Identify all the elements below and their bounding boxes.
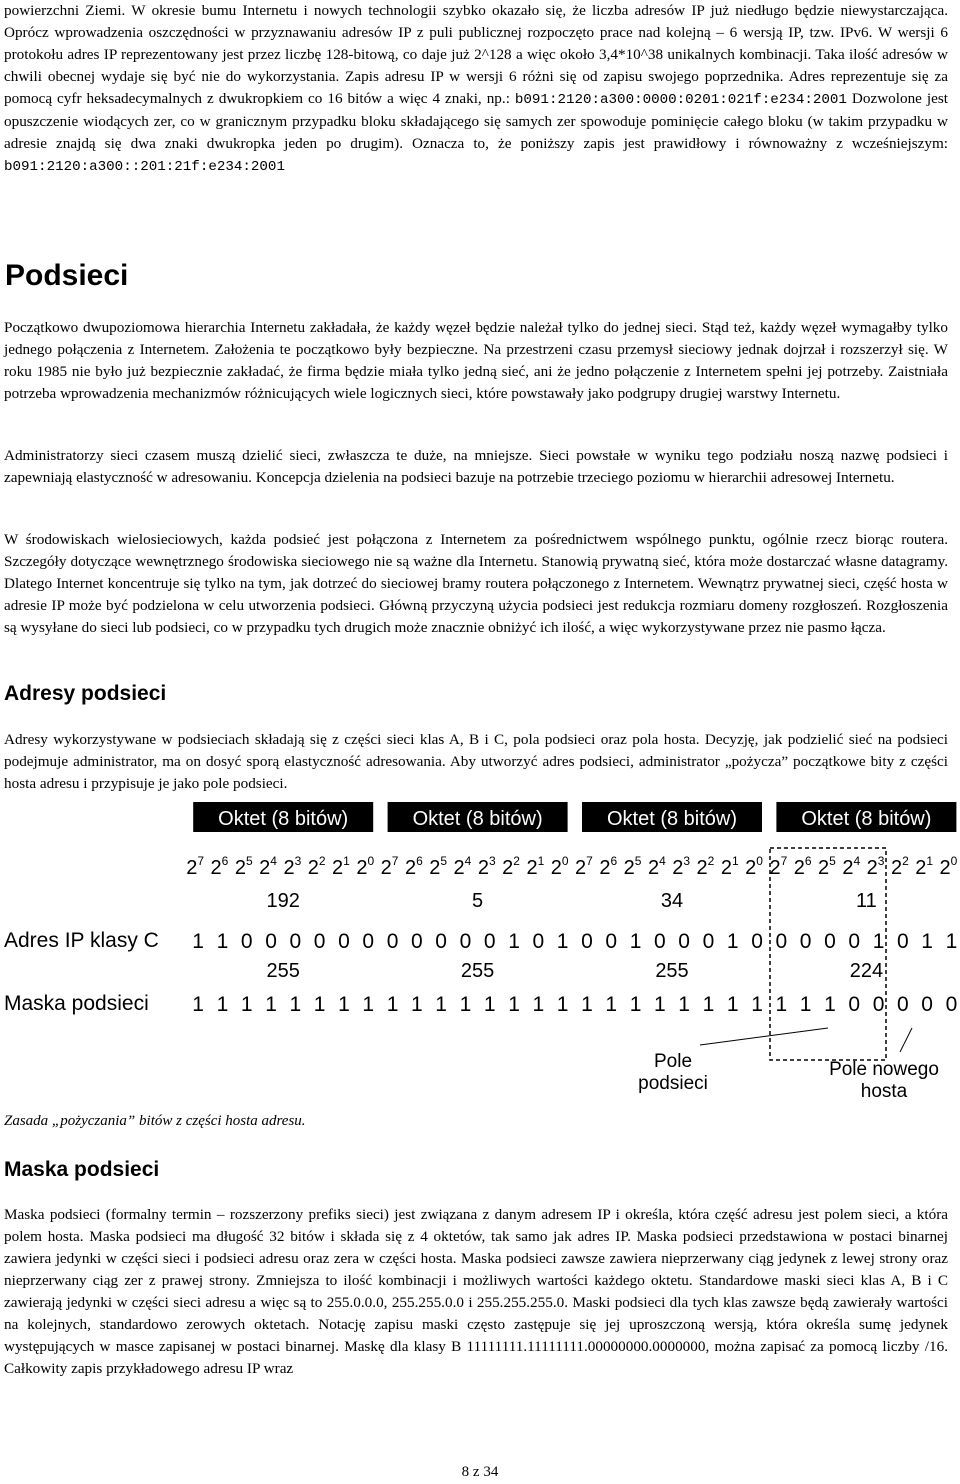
ipv6-short-address: b091:2120:a300::201:21f:e234:2001 bbox=[4, 159, 285, 175]
mask-bit: 1 bbox=[556, 993, 569, 1016]
bit-power-label: $2^3$ bbox=[866, 854, 885, 879]
mask-bit: 1 bbox=[605, 993, 618, 1016]
address-bit: 0 bbox=[654, 930, 666, 953]
mask-bit: 1 bbox=[483, 993, 496, 1016]
address-bit: 0 bbox=[775, 930, 788, 953]
address-bit: 1 bbox=[556, 930, 569, 953]
bit-power-label: $2^7$ bbox=[575, 854, 593, 879]
mask-bit: 0 bbox=[872, 993, 885, 1016]
mask-value: 224 bbox=[849, 960, 884, 982]
mask-decimal-values bbox=[267, 960, 884, 982]
bit-power-label: $2^2$ bbox=[890, 854, 909, 879]
heading-adresy-podsieci: Adresy podsieci bbox=[4, 682, 167, 705]
bit-power-label: $2^7$ bbox=[186, 854, 205, 879]
intro-paragraph bbox=[4, 0, 948, 178]
bit-power-label: $2^3$ bbox=[672, 854, 691, 879]
bit-power-label: $2^0$ bbox=[550, 854, 569, 879]
mask-bit: 1 bbox=[265, 993, 277, 1016]
mask-bit: 1 bbox=[678, 993, 690, 1016]
octet-headers bbox=[193, 802, 956, 832]
bit-power-label: $2^4$ bbox=[453, 854, 472, 879]
bit-power-label: $2^6$ bbox=[210, 854, 229, 879]
bit-power-label: $2^0$ bbox=[745, 854, 763, 879]
mask-bit: 1 bbox=[726, 993, 739, 1016]
mask-bit: 1 bbox=[240, 993, 253, 1016]
address-bit: 0 bbox=[799, 930, 812, 953]
address-bit: 1 bbox=[192, 930, 204, 953]
subnet-field-label-1: Pole bbox=[653, 1051, 693, 1072]
octet-header-label: Oktet (8 bitów) bbox=[218, 808, 349, 830]
mask-bit: 1 bbox=[435, 993, 447, 1016]
intro-text: powierzchni Ziemi. W okresie bumu Internetu i nowych technologii szybko okazało się, że liczba adresów IP już niedługo będzie niewystarczająca. Oprócz wprowadzenia oszczędności w przyznawaniu adresów IP z puli publicznej rozpoczęto prace nad kolejną – 6 wersją IP, tzw. IPv6. W wersji 6 protokołu adres IP reprezentowany jest przez liczbę 128-bitową, co daje już 2^128 a więc około 3,4*10^38 unikalnych kombinacji. Taka ilość adresów w chwili obecnej wydaje się być nie do wykorzystania. Zapis adresu IP w wersji 6 różni się od zapisu swojego poprzednika. Adres reprezentuje się za pomocą cyfr heksadecymalnych z dwukropkiem co 16 bitów a więc 4 znaki, np.: bbox=[4, 2, 948, 107]
octet-decimal-values bbox=[267, 890, 877, 912]
address-bit: 0 bbox=[897, 930, 909, 953]
bit-power-label: $2^2$ bbox=[696, 854, 715, 879]
octet-value: 5 bbox=[472, 890, 484, 912]
address-bit: 0 bbox=[532, 930, 545, 953]
bit-power-label: $2^5$ bbox=[234, 854, 253, 879]
octet-value: 11 bbox=[856, 890, 877, 912]
address-bit: 0 bbox=[605, 930, 618, 953]
bit-power-label: $2^2$ bbox=[307, 854, 326, 879]
bit-power-label: $2^1$ bbox=[526, 854, 545, 879]
mask-bit: 1 bbox=[313, 993, 326, 1016]
bit-power-label: $2^0$ bbox=[939, 854, 958, 879]
bit-power-label: $2^6$ bbox=[599, 854, 618, 879]
mask-bit: 1 bbox=[459, 993, 472, 1016]
bit-power-label: $2^6$ bbox=[793, 854, 812, 879]
heading-podsieci: Podsieci bbox=[5, 259, 129, 292]
address-bit: 0 bbox=[289, 930, 302, 953]
bit-power-label: $2^5$ bbox=[623, 854, 642, 879]
mask-bit: 1 bbox=[654, 993, 666, 1016]
mask-bit: 1 bbox=[338, 993, 350, 1016]
maska-paragraph: Maska podsieci (formalny termin – rozszerzony prefiks sieci) jest związana z danym adresem IP i określa, która część adresu jest polem sieci, a która polem hosta. Maska podsieci ma długość 32 bitów i składa się z 4 oktetów, tak samo jak adres IP. Maska podsieci przedstawiona w postaci binarnej zawiera jedynki w części sieci i podsieci adresu oraz zera w części hosta. Maska podsieci zawsze zawiera nieprzerwany ciąg jedynek z lewej strony oraz nieprzerwany ciąg zer z prawej strony. Zmniejsza to ilość kombinacji i możliwych wartości każdego oktetu. Standardowe maski sieci klas A, B i C zawierają jedynki w części sieci adresu a więc są to 255.0.0.0, 255.255.0.0 i 255.255.255.0. Maski podsieci dla tych klas zawsze będą zawierały wartości na kolejnych, standardowo zerowych oktetach. Notację zapisu maski często zastępuje się jej uproszczoną wersją, która określa sumę jedynek występujących w masce zapisanej w postaci binarnej. Maskę dla klasy B 11111111.11111111.00000000.0000000, można zapisać za pomocą liczby /16. Całkowity zapis przykładowego adresu IP wraz bbox=[4, 1206, 948, 1377]
octet-value: 34 bbox=[660, 890, 684, 912]
bit-power-labels bbox=[186, 854, 957, 879]
mask-bit: 1 bbox=[386, 993, 399, 1016]
bit-power-label: $2^3$ bbox=[283, 854, 302, 879]
bit-power-label: $2^1$ bbox=[915, 854, 934, 879]
mask-bit: 1 bbox=[411, 993, 423, 1016]
mask-bit: 1 bbox=[581, 993, 593, 1016]
mask-bit: 1 bbox=[508, 993, 520, 1016]
host-field-label-1: Pole nowego bbox=[829, 1059, 939, 1080]
mask-bit: 0 bbox=[921, 993, 933, 1016]
page-number: 8 z 34 bbox=[461, 1464, 499, 1480]
podsieci-paragraph-2: Administratorzy sieci czasem muszą dzielić sieci, zwłaszcza te duże, na mniejsze. Sieci powstałe w wyniku tego podziału noszą nazwę podsieci i zapewniają elastyczność w adresowaniu. Koncepcja dzielenia na podsieci bazuje na potrzebie trzeciego poziomu w hierarchii adresowej Internetu. bbox=[4, 447, 948, 486]
bit-power-label: $2^4$ bbox=[259, 854, 277, 879]
address-bit: 0 bbox=[240, 930, 253, 953]
address-bit: 0 bbox=[459, 930, 472, 953]
mask-bit: 1 bbox=[824, 993, 836, 1016]
bit-power-label: $2^4$ bbox=[842, 854, 861, 879]
address-bit: 0 bbox=[483, 930, 496, 953]
mask-bit: 1 bbox=[629, 993, 642, 1016]
heading-maska-podsieci: Maska podsieci bbox=[4, 1158, 160, 1181]
octet-value: 192 bbox=[266, 890, 300, 912]
mask-bit: 1 bbox=[799, 993, 812, 1016]
address-bit: 0 bbox=[824, 930, 836, 953]
mask-bit: 1 bbox=[532, 993, 545, 1016]
address-bit: 0 bbox=[411, 930, 423, 953]
host-arrow bbox=[900, 1028, 912, 1052]
address-bits bbox=[192, 930, 957, 953]
subnet-borrowing-diagram bbox=[0, 790, 960, 1110]
address-bit: 0 bbox=[338, 930, 350, 953]
mask-value: 255 bbox=[655, 960, 689, 982]
octet-header-label: Oktet (8 bitów) bbox=[412, 808, 543, 830]
mask-bit: 1 bbox=[775, 993, 788, 1016]
address-bit: 0 bbox=[848, 930, 861, 953]
podsieci-paragraph-3: W środowiskach wielosieciowych, każda podsieć jest połączona z Internetem za pośrednictwem wspólnego punktu, ogólnie rzecz biorąc routera. Szczegóły dotyczące wewnętrznego środowiska sieciowego nie są ważne dla Internetu. Stanowią prywatną sieć, która może dostarczać własne datagramy. Dlatego Internet koncentruje się tylko na tym, jak dotrzeć do sieciowej bramy routera połączonego z Internetem. Wewnątrz prywatnej sieci, część hosta w adresie IP może być podzielona w celu utworzenia podsieci. Główną przyczyną użycia podsieci jest redukcja rozmiaru domeny rozgłoszeń. Rozgłoszenia są wysyłane do sieci lub podsieci, co w przypadku tych drugich może znacznie obniżyć ich ilość, a więc wykorzystywane przez nie pasmo łącza. bbox=[4, 531, 948, 636]
mask-bit: 1 bbox=[702, 993, 715, 1016]
address-bit: 0 bbox=[751, 930, 763, 953]
address-bit: 1 bbox=[945, 930, 958, 953]
bit-power-label: $2^5$ bbox=[429, 854, 448, 879]
octet-header-label: Oktet (8 bitów) bbox=[606, 808, 738, 830]
address-bit: 0 bbox=[678, 930, 690, 953]
mask-bit: 1 bbox=[289, 993, 302, 1016]
podsieci-paragraph-1: Początkowo dwupoziomowa hierarchia Internetu zakładała, że każdy węzeł będzie należał tylko do jednej sieci. Stąd też, każdy węzeł wymagałby tylko jednego połączenia z Internetem. Założenia te początkowo były bezpieczne. Na przestrzeni czasu przemysł sieciowy jednak dojrzał i rozszerzył się. W roku 1985 nie było już bezpiecznie zakładać, że firma będzie miała tylko jedną sieć, ani że jedno połączenie z Internetem spełni jej potrzeby. Zaistniała potrzeba wprowadzenia mechanizmów różnicujących wiele logicznych sieci, które powstawały jako podgrupy drugiej warstwy Internetu. bbox=[4, 319, 948, 402]
address-bit: 0 bbox=[265, 930, 277, 953]
subnet-field-label-2: podsieci bbox=[638, 1073, 708, 1094]
intro-text-2: Dozwolone jest opuszczenie wiodących zer, co w granicznym przypadku bloku składającego się samych zer spowoduje pominięcie całego bloku (w takim przypadku w adresie znajdą się dwa znaki dwukropka jeden po drugim). Oznacza to, że poniższy zapis jest prawidłowy i równoważny z wcześniejszym: bbox=[4, 90, 948, 152]
bit-power-label: $2^7$ bbox=[380, 854, 399, 879]
bit-power-label: $2^7$ bbox=[769, 854, 788, 879]
bit-power-label: $2^5$ bbox=[818, 854, 836, 879]
address-bit: 1 bbox=[872, 930, 885, 953]
address-bit: 1 bbox=[216, 930, 229, 953]
address-bit: 0 bbox=[386, 930, 399, 953]
bit-power-label: $2^1$ bbox=[332, 854, 350, 879]
row-label-mask: Maska podsieci bbox=[4, 992, 149, 1015]
ipv6-full-address: b091:2120:a300:0000:0201:021f:e234:2001 bbox=[514, 92, 847, 108]
subnet-arrow bbox=[700, 1028, 828, 1045]
mask-bit: 1 bbox=[751, 993, 763, 1016]
adresy-paragraph: Adresy wykorzystywane w podsieciach składają się z części sieci klas A, B i C, pola podsieci oraz pola hosta. Decyzję, jak podzielić sieć na podsieci podejmuje administrator, ma on dosyć sporą elastyczność adresowania. Aby utworzyć adres podsieci, administrator „pożycza” początkowe bity z części hosta adresu i przypisuje je jako pole podsieci. bbox=[4, 731, 948, 792]
address-bit: 0 bbox=[581, 930, 593, 953]
diagram-caption: Zasada „pożyczania” bitów z części hosta adresu. bbox=[4, 1113, 306, 1129]
address-bit: 0 bbox=[435, 930, 447, 953]
mask-bit: 1 bbox=[192, 993, 204, 1016]
address-bit: 0 bbox=[313, 930, 326, 953]
bit-power-label: $2^4$ bbox=[647, 854, 666, 879]
mask-bit: 0 bbox=[945, 993, 958, 1016]
address-bit: 1 bbox=[508, 930, 520, 953]
mask-value: 255 bbox=[266, 960, 300, 982]
mask-bit: 1 bbox=[216, 993, 229, 1016]
octet-header-label: Oktet (8 bitów) bbox=[801, 808, 932, 830]
address-bit: 0 bbox=[702, 930, 715, 953]
bit-power-label: $2^6$ bbox=[404, 854, 423, 879]
bit-power-label: $2^3$ bbox=[477, 854, 496, 879]
mask-bit: 1 bbox=[362, 993, 375, 1016]
bit-power-label: $2^0$ bbox=[356, 854, 375, 879]
address-bit: 1 bbox=[726, 930, 739, 953]
mask-bit: 0 bbox=[897, 993, 909, 1016]
bit-power-label: $2^2$ bbox=[502, 854, 520, 879]
address-bit: 1 bbox=[629, 930, 642, 953]
mask-bit: 0 bbox=[848, 993, 861, 1016]
mask-value: 255 bbox=[460, 960, 495, 982]
row-label-address: Adres IP klasy C bbox=[4, 929, 159, 952]
bit-power-label: $2^1$ bbox=[720, 854, 739, 879]
address-bit: 1 bbox=[921, 930, 933, 953]
host-field-label-2: hosta bbox=[860, 1081, 908, 1102]
address-bit: 0 bbox=[362, 930, 375, 953]
mask-bits bbox=[192, 993, 957, 1016]
